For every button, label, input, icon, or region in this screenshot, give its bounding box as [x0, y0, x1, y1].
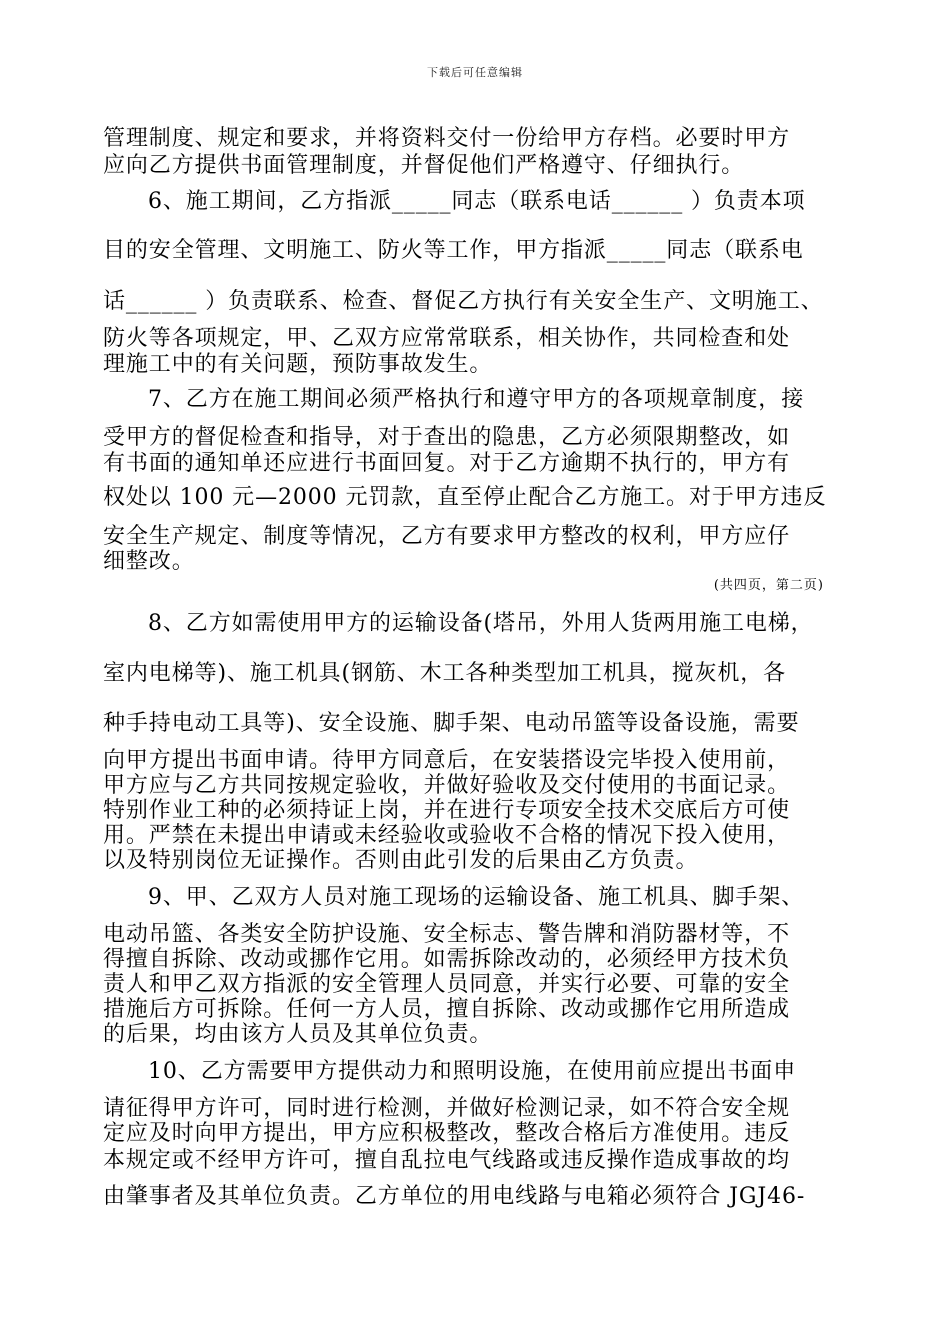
text-line: 向甲方提出书面申请。待甲方同意后，在安装搭设完毕投入使用前， — [103, 748, 791, 773]
text-line: 室内电梯等)、施工机具(钢筋、木工各种类型加工机具，搅灰机，各 — [103, 661, 787, 686]
clause-7-line: 7、乙方在施工期间必须严格执行和遵守甲方的各项规章制度，接 — [148, 387, 805, 412]
text-line: 理施工中的有关问题，预防事故发生。 — [103, 352, 493, 377]
text-line: 本规定或不经甲方许可，擅自乱拉电气线路或违反操作造成事故的均 — [103, 1148, 791, 1173]
text-line: 权处以 100 元—2000 元罚款，直至停止配合乙方施工。对于甲方违反 — [103, 485, 827, 510]
text-line: 种手持电动工具等)、安全设施、脚手架、电动吊篮等设备设施，需要 — [103, 711, 800, 736]
clause-10-line: 10、乙方需要甲方提供动力和照明设施，在使用前应提出书面申 — [148, 1059, 797, 1084]
text-line: 防火等各项规定，甲、乙双方应常常联系，相关协作，共同检查和处 — [103, 326, 791, 351]
text-line: 定应及时向甲方提出，甲方应积极整改，整改合格后方准使用。违反 — [103, 1121, 791, 1146]
text-line: 应向乙方提供书面管理制度，并督促他们严格遵守、仔细执行。 — [103, 153, 745, 178]
text-line: 管理制度、规定和要求，并将资料交付一份给甲方存档。必要时甲方 — [103, 126, 791, 151]
text-line: 电动吊篮、各类安全防护设施、安全标志、警告牌和消防器材等，不 — [103, 922, 791, 947]
text-line: 措施后方可拆除。任何一方人员，擅自拆除、改动或挪作它用所造成 — [103, 997, 791, 1022]
text-line: 请征得甲方许可，同时进行检测，并做好检测记录，如不符合安全规 — [103, 1096, 791, 1121]
text-line: 甲方应与乙方共同按规定验收，并做好验收及交付使用的书面记录。 — [103, 773, 791, 798]
text-line: 细整改。 — [103, 549, 195, 574]
clause-9-line: 9、甲、乙双方人员对施工现场的运输设备、施工机具、脚手架、 — [148, 885, 805, 910]
text-line: 的后果，均由该方人员及其单位负责。 — [103, 1022, 493, 1047]
text-line: 用。严禁在未提出申请或未经验收或验收不合格的情况下投入使用， — [103, 823, 791, 848]
text-line: 由肇事者及其单位负责。乙方单位的用电线路与电箱必须符合 JGJ46- — [103, 1184, 806, 1209]
text-line: 有书面的通知单还应进行书面回复。对于乙方逾期不执行的，甲方有 — [103, 451, 791, 476]
clause-6-line: 6、施工期间，乙方指派_____同志（联系电话______ ）负责本项 — [148, 189, 806, 214]
text-line: 目的安全管理、文明施工、防火等工作，甲方指派_____同志（联系电 — [103, 238, 804, 263]
text-line: 特别作业工种的必须持证上岗，并在进行专项安全技术交底后方可使 — [103, 798, 791, 823]
page-number-note: (共四页，第二页) — [713, 578, 824, 593]
text-line: 话______ ）负责联系、检查、督促乙方执行有关安全生产、文明施工、 — [103, 289, 824, 314]
page-header: 下载后可任意编辑 — [427, 66, 523, 79]
text-line: 受甲方的督促检查和指导，对于查出的隐患，乙方必须限期整改，如 — [103, 425, 791, 450]
text-line: 安全生产规定、制度等情况，乙方有要求甲方整改的权利，甲方应仔 — [103, 524, 791, 549]
text-line: 以及特别岗位无证操作。否则由此引发的后果由乙方负责。 — [103, 848, 699, 873]
text-line: 责人和甲乙双方指派的安全管理人员同意，并实行必要、可靠的安全 — [103, 972, 791, 997]
clause-8-line: 8、乙方如需使用甲方的运输设备(塔吊，外用人货两用施工电梯， — [148, 611, 814, 636]
text-line: 得擅自拆除、改动或挪作它用。如需拆除改动的，必须经甲方技术负 — [103, 947, 791, 972]
